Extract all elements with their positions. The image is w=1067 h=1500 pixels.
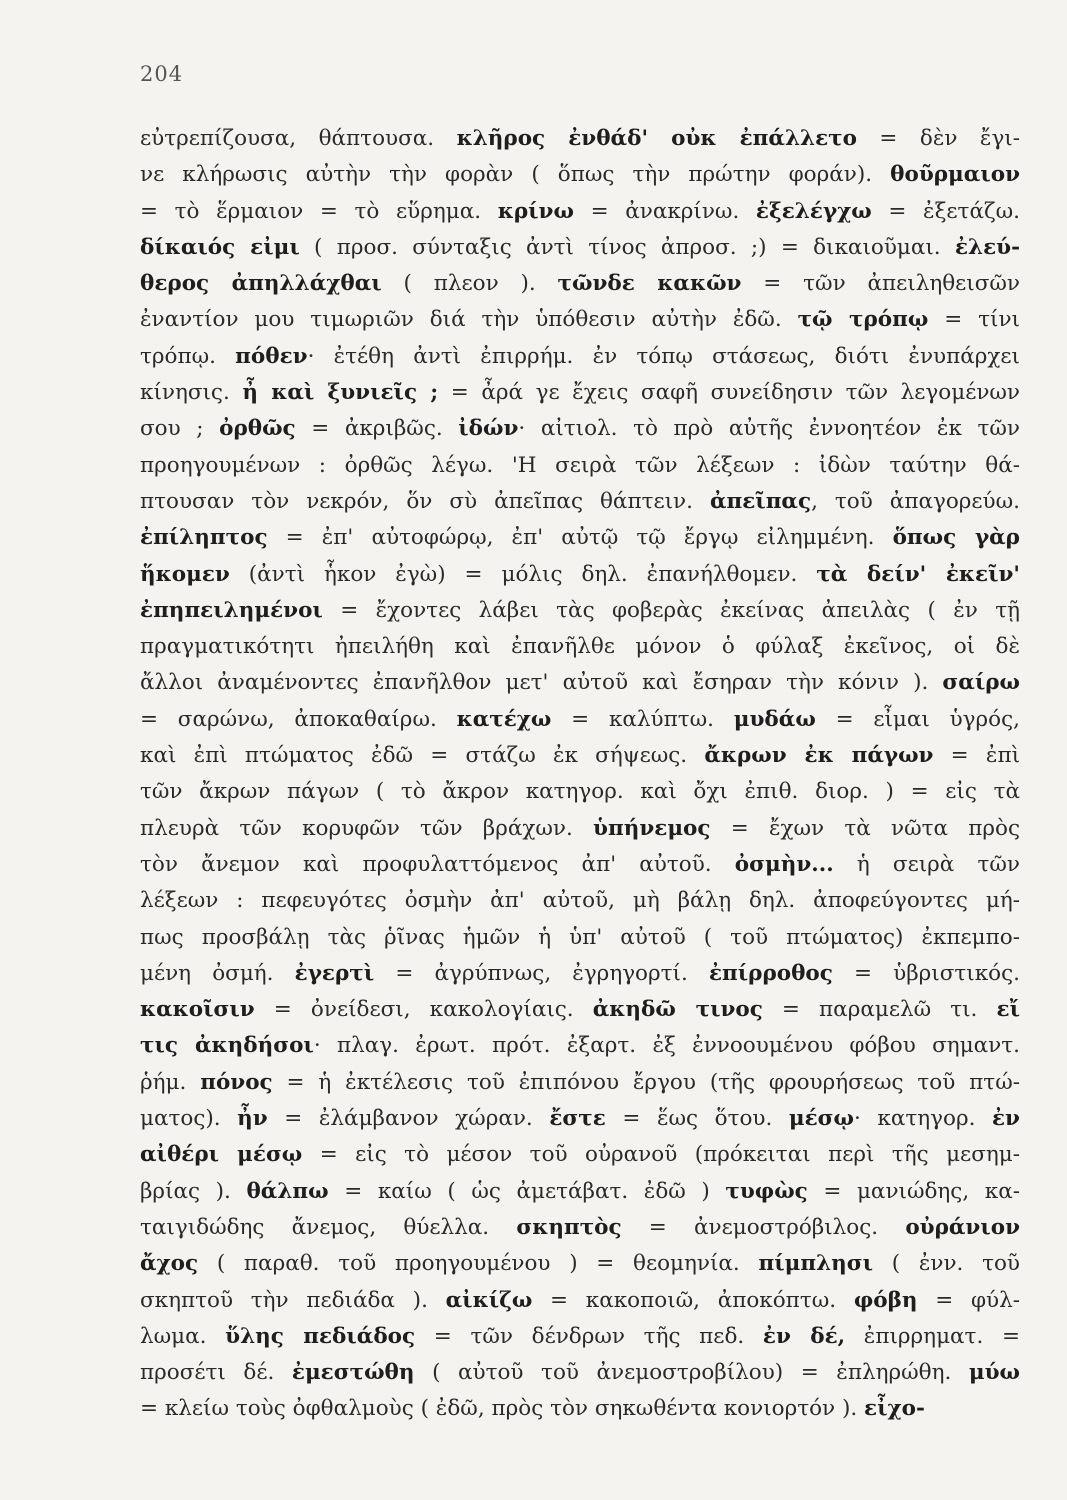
text-line <box>140 1137 1020 1173</box>
text-line <box>140 702 1020 738</box>
lemma-term: ὕλης πεδιάδος <box>225 1323 416 1349</box>
gloss-text: πτουσαν τὸν νεκρόν, ὅν σὺ ἀπεῖπας θάπτειν. <box>140 488 710 514</box>
lemma-term: τῷ τρόπῳ <box>797 307 929 333</box>
lemma-term: σαίρω <box>942 670 1020 696</box>
gloss-text: = ὑβριστικός. <box>832 960 1020 986</box>
gloss-text: = ἀνεμοστρόβιλος. <box>621 1214 906 1240</box>
lemma-term: ἄχος <box>140 1251 199 1277</box>
text-line <box>140 1065 1020 1101</box>
text-line <box>140 811 1020 847</box>
gloss-text: = ἆρά γε ἔχεις σαφῆ συνείδησιν τῶν λεγομένων <box>438 380 1020 406</box>
lemma-term: ἐν δέ, <box>762 1323 846 1349</box>
lemma-term: κρίνω <box>497 198 574 224</box>
gloss-text: (ἀντὶ ἧκον ἐγὼ) = μόλις δηλ. ἐπανήλθομεν. <box>229 561 817 587</box>
gloss-text: ἄλλοι ἀναμένοντες ἐπανῆλθον μετ' αὐτοῦ καὶ ἔσηραν τὴν κόνιν ). <box>140 670 943 696</box>
gloss-text: = ἀγρύπνως, ἐγρηγορτί. <box>374 960 709 986</box>
text-line <box>140 339 1020 375</box>
lemma-term: φόβη <box>853 1287 918 1313</box>
lemma-term: μέσῳ <box>788 1106 855 1132</box>
lemma-term: κατέχω <box>456 706 552 732</box>
lemma-term: ἐλεύ- <box>954 234 1020 260</box>
lemma-term: ἐξελέγχω <box>755 198 872 224</box>
gloss-text: · ἐτέθη ἀντὶ ἐπιρρήμ. ἐν τόπῳ στάσεως, διότι ἐνυπάρχει <box>307 343 1020 369</box>
gloss-text: λωμα. <box>140 1323 226 1349</box>
lemma-term: πίμπλησι <box>758 1251 874 1277</box>
text-line <box>140 1391 1020 1427</box>
gloss-text: κίνησις. <box>140 380 243 406</box>
lemma-term: θερος ἀπηλλάχθαι <box>140 271 382 297</box>
text-line <box>140 557 1020 593</box>
text-line <box>140 1028 1020 1064</box>
lemma-term: πόνος <box>200 1069 273 1095</box>
text-line <box>140 847 1020 883</box>
text-line <box>140 1101 1020 1137</box>
lemma-term: αἰκίζω <box>445 1287 533 1313</box>
text-line <box>140 629 1020 665</box>
gloss-text: βρίας ). <box>140 1178 247 1204</box>
lemma-term: ὑπήνεμος <box>593 815 711 841</box>
commentary-text <box>140 121 1020 1428</box>
gloss-text: = καλύπτω. <box>551 706 734 732</box>
gloss-text: ἐπιρρηματ. = <box>845 1323 1020 1349</box>
gloss-text: ( προσ. σύνταξις ἀντὶ τίνος ἀπροσ. ;) = δικαιοῦμαι. <box>299 234 955 260</box>
lemma-term: ὀσμὴν... <box>734 851 834 877</box>
gloss-text: = εἶμαι ὑγρός, <box>815 706 1020 732</box>
lemma-term: ἀκηδῶ τινος <box>592 997 763 1023</box>
gloss-text: ἡ σειρὰ τῶν <box>833 851 1020 877</box>
lemma-term: ἀπεῖπας <box>709 488 812 514</box>
text-line <box>140 157 1020 193</box>
lemma-term: δίκαιός εἰμι <box>140 234 300 260</box>
lemma-term: κλῆρος ἐνθάδ' οὐκ ἐπάλλετο <box>456 126 857 151</box>
gloss-text: = τὸ ἕρμαιον = τὸ εὕρημα. <box>140 198 498 224</box>
text-line <box>140 593 1020 629</box>
gloss-text: = ἀκριβῶς. <box>295 416 459 442</box>
lemma-term: σκηπτὸς <box>516 1214 622 1240</box>
gloss-text: πλευρὰ τῶν κορυφῶν τῶν βράχων. <box>140 815 594 841</box>
lemma-term: ἄκρων ἐκ πάγων <box>704 743 934 769</box>
gloss-text: , τοῦ ἀπαγορεύω. <box>811 488 1020 514</box>
gloss-text: σκηπτοῦ τὴν πεδιάδα ). <box>140 1287 446 1313</box>
lemma-term: ἰδών <box>458 416 519 442</box>
gloss-text: = ἐλάμβανον χώραν. <box>267 1106 550 1132</box>
gloss-text: = ἔχοντες λάβει τὰς φοβερὰς ἐκείνας ἀπειλὰς ( ἐν τῇ <box>322 597 1020 623</box>
gloss-text: = τῶν ἀπειληθεισῶν <box>741 271 1020 297</box>
text-line <box>140 1355 1020 1391</box>
gloss-text: καὶ ἐπὶ πτώματος ἐδῶ = στάζω ἐκ σήψεως. <box>140 743 705 769</box>
page-number: 204 <box>140 62 184 86</box>
lemma-term: εἴ <box>996 997 1020 1023</box>
lemma-term: ἦ καὶ ξυνιεῖς ; <box>242 380 439 406</box>
text-line <box>140 411 1020 447</box>
gloss-text: ( ἐνν. τοῦ <box>873 1251 1020 1277</box>
lemma-term: εἶχο- <box>864 1396 925 1422</box>
gloss-text: πως προσβάλῃ τὰς ῥῖνας ἡμῶν ἡ ὑπ' αὐτοῦ ( τοῦ πτώματος) ἐκπεμπο- <box>140 924 1020 950</box>
lemma-term: μύω <box>968 1360 1020 1386</box>
gloss-text: ῥήμ. <box>140 1069 201 1095</box>
gloss-text: πραγματικότητι ἠπειλήθη καὶ ἐπανῆλθε μόνον ὁ φύλαξ ἐκεῖνος, οἱ δὲ <box>140 634 1020 660</box>
gloss-text: · πλαγ. ἐρωτ. πρότ. ἐξαρτ. ἐξ ἐννοουμένου φόβου σημαντ. <box>313 1033 1020 1059</box>
text-line <box>140 448 1020 484</box>
gloss-text: σου ; <box>140 416 220 442</box>
gloss-text: = σαρώνω, ἀποκαθαίρω. <box>140 706 457 732</box>
lemma-term: ὀρθῶς <box>219 416 296 442</box>
gloss-text: τρόπῳ. <box>140 343 236 369</box>
lemma-term: ἐπηπειλημένοι <box>140 597 323 623</box>
text-line <box>140 484 1020 520</box>
gloss-text: νε κλήρωσις αὐτὴν τὴν φορὰν ( ὅπως τὴν πρώτην φοράν). <box>140 162 891 188</box>
gloss-text: ματος). <box>140 1106 238 1132</box>
lemma-term: αἰθέρι μέσῳ <box>140 1142 303 1168</box>
text-line <box>140 230 1020 266</box>
gloss-text: = κακοποιῶ, ἀποκόπτω. <box>532 1287 854 1313</box>
lemma-term: ἐπίληπτος <box>140 525 268 551</box>
text-line <box>140 956 1020 992</box>
gloss-text: = τίνι <box>928 307 1020 333</box>
gloss-text: = τῶν δένδρων τῆς πεδ. <box>415 1323 763 1349</box>
gloss-text: = ἀνακρίνω. <box>573 198 756 224</box>
lemma-term: ἥκομεν <box>140 561 230 587</box>
lemma-term: θοῦρμαιον <box>890 162 1020 188</box>
gloss-text: = δὲν ἔγι- <box>856 126 1020 151</box>
gloss-text: = ὀνείδεσι, κακολογίαις. <box>254 997 593 1023</box>
text-line <box>140 302 1020 338</box>
lemma-term: μυδάω <box>733 706 816 732</box>
text-line <box>140 1174 1020 1210</box>
gloss-text: ( παραθ. τοῦ προηγουμένου ) = θεομηνία. <box>198 1251 759 1277</box>
lemma-term: κακοῖσιν <box>140 997 255 1023</box>
text-line <box>140 920 1020 956</box>
gloss-text: = μανιώδης, κα- <box>807 1178 1020 1204</box>
gloss-text: = καίω ( ὡς ἀμετάβατ. ἐδῶ ) <box>328 1178 726 1204</box>
lemma-term: πόθεν <box>235 343 308 369</box>
lemma-term: τὰ δείν' ἐκεῖν' <box>816 561 1020 587</box>
gloss-text: τὸν ἄνεμον καὶ προφυλαττόμενος ἀπ' αὐτοῦ. <box>140 851 735 877</box>
gloss-text: μένη ὀσμή. <box>140 960 295 986</box>
gloss-text: = ἡ ἐκτέλεσις τοῦ ἐπιπόνου ἔργου (τῆς φρουρήσεως τοῦ πτώ- <box>272 1069 1020 1095</box>
gloss-text: = ἕως ὅτου. <box>605 1106 789 1132</box>
gloss-text: προηγουμένων : ὀρθῶς λέγω. 'Η σειρὰ τῶν λέξεων : ἰδὼν ταύτην θά- <box>140 452 1020 478</box>
lemma-term: τυφὼς <box>725 1178 808 1204</box>
gloss-text: · αἰτιολ. τὸ πρὸ αὐτῆς ἐννοητέον ἐκ τῶν <box>518 416 1020 442</box>
text-line <box>140 266 1020 302</box>
lemma-term: τις ἀκηδήσοι <box>140 1033 314 1059</box>
text-line <box>140 774 1020 810</box>
lemma-term: ἐγερτὶ <box>294 960 375 986</box>
text-line <box>140 1319 1020 1355</box>
text-line <box>140 665 1020 701</box>
gloss-text: εὐτρεπίζουσα, θάπτουσα. <box>140 126 457 151</box>
lemma-term: ἔστε <box>549 1106 606 1132</box>
text-line <box>140 520 1020 556</box>
gloss-text: τῶν ἄκρων πάγων ( τὸ ἄκρον κατηγορ. καὶ ὄχι ἐπιθ. διορ. ) = εἰς τὰ <box>140 779 1020 805</box>
gloss-text: = ἐπ' αὐτοφώρῳ, ἐπ' αὐτῷ τῷ ἔργῳ εἰλημμένη. <box>267 525 893 551</box>
lemma-term: θάλπω <box>246 1178 329 1204</box>
gloss-text: = ἐξετάζω. <box>871 198 1020 224</box>
gloss-text: ἐναντίον μου τιμωριῶν διά τὴν ὑπόθεσιν αὐτὴν ἐδῶ. <box>140 307 798 333</box>
text-line <box>140 194 1020 230</box>
gloss-text: ( αὐτοῦ τοῦ ἀνεμοστροβίλου) = ἐπληρώθη. <box>414 1360 969 1386</box>
gloss-text: ( πλεον ). <box>381 271 558 297</box>
gloss-text: προσέτι δέ. <box>140 1360 292 1386</box>
text-line <box>140 883 1020 919</box>
text-line <box>140 1283 1020 1319</box>
text-line <box>140 121 1020 157</box>
gloss-text: = παραμελῶ τι. <box>762 997 997 1023</box>
text-line <box>140 375 1020 411</box>
gloss-text: λέξεων : πεφευγότες ὀσμὴν ἀπ' αὐτοῦ, μὴ βάλῃ δηλ. ἀποφεύγοντες μή- <box>140 888 1020 914</box>
text-line <box>140 738 1020 774</box>
gloss-text: · κατηγορ. <box>854 1106 992 1132</box>
lemma-term: ὅπως γὰρ <box>892 525 1020 551</box>
lemma-term: οὐράνιον <box>905 1214 1020 1240</box>
gloss-text: = φύλ- <box>917 1287 1020 1313</box>
gloss-text: = κλείω τοὺς ὀφθαλμοὺς ( ἐδῶ, πρὸς τὸν σηκωθέντα κονιορτόν ). <box>140 1396 865 1422</box>
lemma-term: ἐμεστώθη <box>291 1360 415 1386</box>
lemma-term: ἐπίρροθος <box>708 960 833 986</box>
text-line <box>140 1246 1020 1282</box>
text-line <box>140 992 1020 1028</box>
text-line <box>140 1210 1020 1246</box>
gloss-text: = ἔχων τὰ νῶτα πρὸς <box>710 815 1020 841</box>
lemma-term: ἦν <box>237 1106 268 1132</box>
gloss-text: ταιγιδώδης ἄνεμος, θύελλα. <box>140 1214 517 1240</box>
lemma-term: ἐν <box>991 1106 1020 1132</box>
gloss-text: = ἐπὶ <box>933 743 1020 769</box>
gloss-text: = εἰς τὸ μέσον τοῦ οὐρανοῦ (πρόκειται περὶ τῆς μεσημ- <box>302 1142 1020 1168</box>
lemma-term: τῶνδε κακῶν <box>557 271 742 297</box>
